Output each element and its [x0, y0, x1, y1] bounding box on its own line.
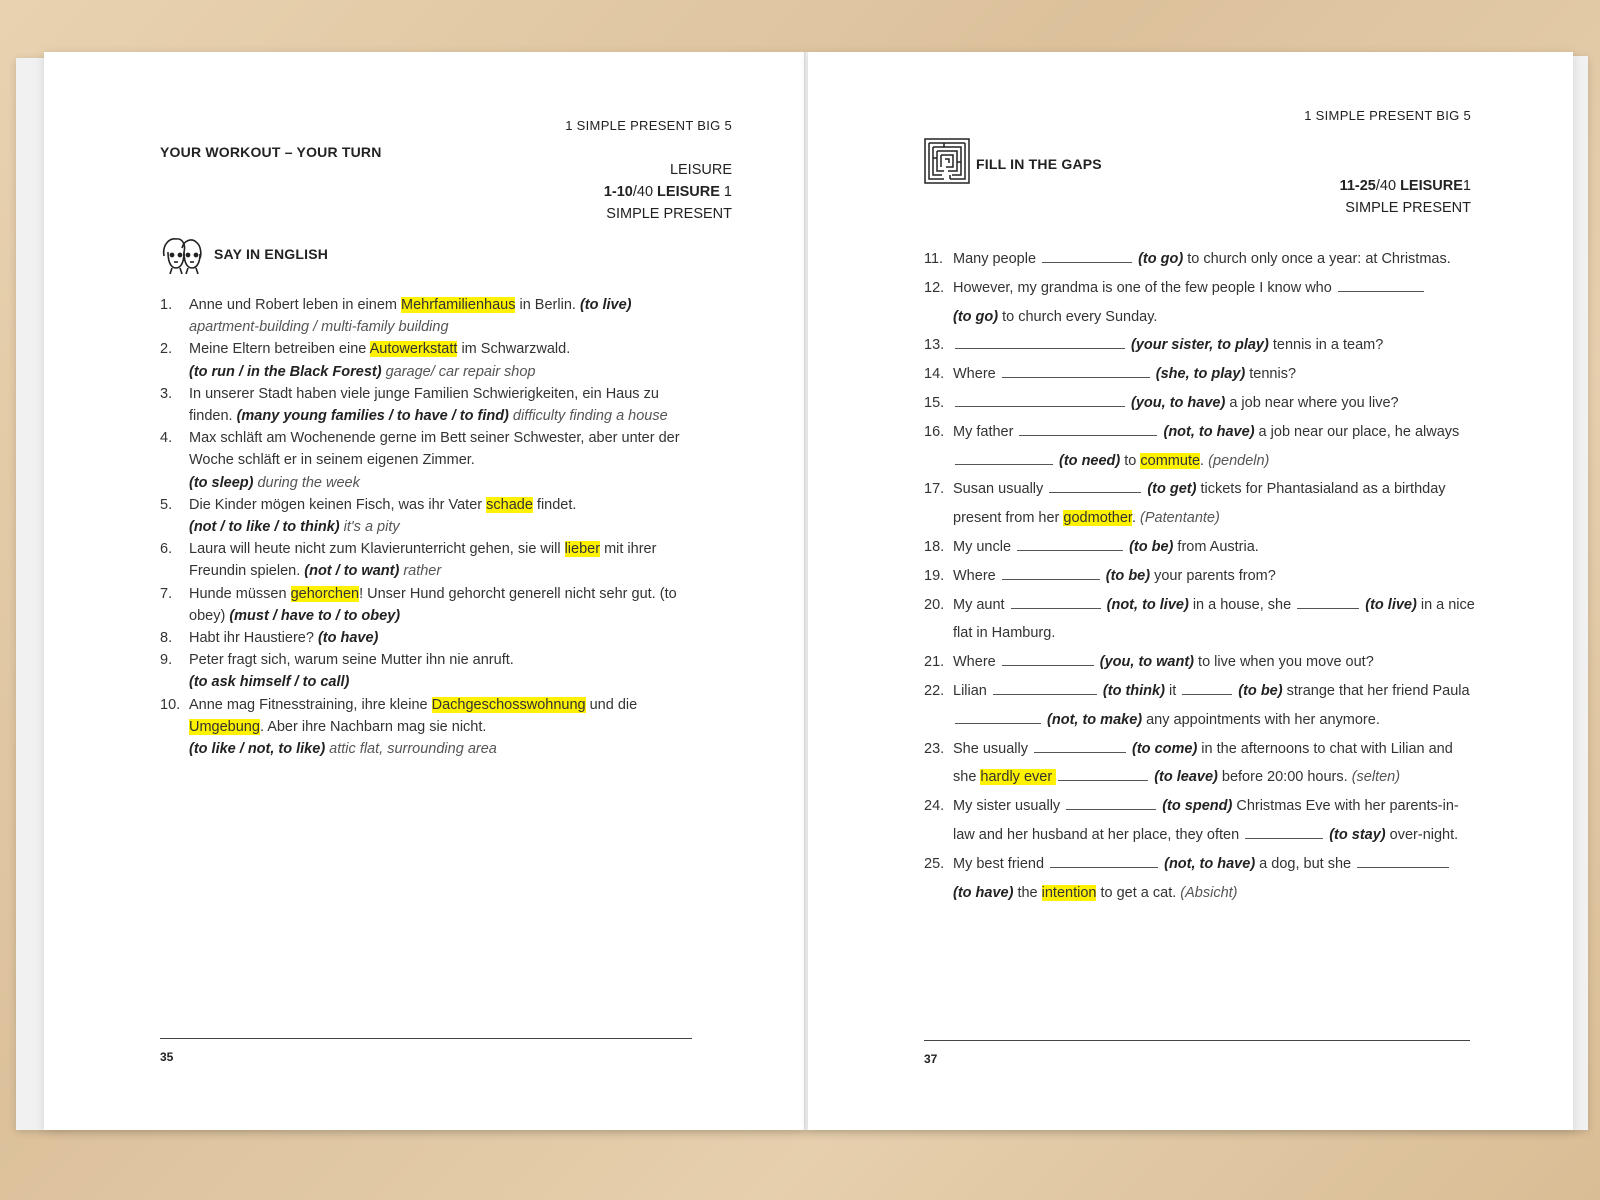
item-text: Peter fragt sich, warum seine Mutter ihn nie anruft.: [189, 652, 514, 669]
item-number: 21.: [924, 654, 945, 671]
verb-hint: (you, to want): [1095, 654, 1195, 671]
answer-blank[interactable]: [955, 709, 1041, 724]
item-text: Hunde müssen: [189, 585, 291, 602]
item-text: Where: [953, 366, 1000, 383]
item-text: mit ihrer Freundin spielen.: [189, 541, 657, 580]
answer-blank[interactable]: [1002, 565, 1100, 580]
answer-blank[interactable]: [1050, 853, 1158, 868]
item-number: 19.: [924, 567, 945, 584]
left-page: [44, 52, 806, 1130]
verb-hint: (you, to have): [1127, 394, 1226, 411]
exercise-item: [924, 331, 1479, 360]
item-text: a dog, but she: [1255, 855, 1356, 872]
item-text: My sister usually: [953, 798, 1065, 815]
answer-blank[interactable]: [1066, 795, 1156, 810]
verb-hint: (to go): [1134, 251, 1184, 267]
footer-rule: [160, 1038, 692, 1039]
exercise-item: [924, 274, 1479, 332]
item-text: your parents from?: [1150, 567, 1276, 584]
item-number: 8.: [160, 630, 173, 647]
verb-hint: (to stay): [1325, 826, 1386, 843]
verb-hint: (to be): [1125, 538, 1174, 555]
verb-hint: (to like / not, to like): [189, 741, 326, 758]
item-text: in a nice flat in Hamburg.: [953, 596, 1475, 642]
highlighted-word: hardly ever: [980, 769, 1057, 786]
page-number: 37: [924, 1052, 938, 1066]
verb-hint: (many young families / to have / to find): [236, 408, 509, 425]
verb-hint: (your sister, to play): [1127, 337, 1269, 354]
item-text: Lilian: [953, 682, 991, 699]
highlighted-word: Mehrfamilienhaus: [401, 297, 516, 313]
right-page: [808, 52, 1573, 1130]
verb-hint: (must / have to / to obey): [229, 607, 401, 624]
translation-hint: difficulty finding a house: [508, 408, 668, 425]
exercise-item: [924, 418, 1479, 476]
exercise-items: [160, 294, 692, 760]
meta-range-line: [604, 181, 732, 203]
answer-blank[interactable]: [1357, 853, 1449, 868]
highlighted-word: lieber: [564, 541, 601, 558]
answer-blank[interactable]: [955, 450, 1053, 465]
running-head: 1 SIMPLE PRESENT BIG 5: [1304, 108, 1471, 123]
verb-hint: (to have): [317, 630, 379, 647]
item-number: 12.: [924, 279, 945, 296]
exercise-item: [160, 294, 692, 338]
answer-blank[interactable]: [1297, 594, 1359, 609]
exercise-title: SAY IN ENGLISH: [214, 246, 329, 262]
answer-blank[interactable]: [1058, 766, 1148, 781]
item-text: Anne und Robert leben in einem: [189, 297, 402, 313]
item-text: Meine Eltern betreiben eine: [189, 341, 370, 358]
item-number: 14.: [924, 366, 945, 383]
item-text: in the afternoons to chat with Lilian and she: [953, 740, 1453, 786]
verb-hint: (not, to have): [1160, 855, 1256, 872]
item-number: 2.: [160, 341, 173, 358]
item-text: She usually: [953, 740, 1032, 757]
exercise-item: [924, 677, 1479, 735]
exercise-item: [160, 338, 692, 382]
translation-hint: apartment-building / multi-family building: [189, 319, 449, 336]
verb-hint: (not / to like / to think): [189, 519, 340, 536]
exercise-meta: [1340, 175, 1471, 219]
exercise-item: [924, 850, 1479, 908]
meta-total: /40: [1375, 178, 1397, 194]
verb-hint: (to live): [579, 297, 632, 313]
item-text: Max schläft am Wochenende gerne im Bett seiner Schwester, aber unter der Woche schläft er in seinem eigenen Zimmer.: [189, 430, 680, 469]
exercise-item: [924, 360, 1479, 389]
exercise-item: [160, 583, 692, 627]
item-number: 13.: [924, 337, 945, 354]
meta-range: 11-25: [1339, 178, 1376, 194]
exercise-item: [160, 494, 692, 538]
item-text: the: [1013, 884, 1042, 901]
verb-hint: (to run / in the Black Forest): [189, 363, 382, 380]
verb-hint: (to have): [953, 884, 1014, 901]
answer-blank[interactable]: [993, 680, 1097, 695]
meta-range-line: [1340, 175, 1471, 197]
verb-hint: (to leave): [1150, 769, 1218, 786]
verb-hint: (to come): [1128, 740, 1198, 757]
item-text: any appointments with her anymore.: [1142, 711, 1380, 728]
exercise-list: [924, 245, 1479, 907]
item-number: 11.: [924, 251, 944, 267]
item-number: 24.: [924, 798, 945, 815]
item-number: 9.: [160, 652, 173, 669]
answer-blank[interactable]: [1042, 248, 1132, 263]
meta-num: 1: [719, 184, 732, 200]
meta-grammar: SIMPLE PRESENT: [1345, 200, 1471, 216]
exercise-meta: [604, 159, 732, 225]
highlighted-word: Dachgeschosswohnung: [431, 696, 586, 713]
item-number: 18.: [924, 538, 945, 555]
item-text: Many people: [953, 251, 1041, 267]
exercise-item: [924, 735, 1479, 793]
exercise-item: [160, 627, 692, 649]
item-text: Susan usually: [953, 481, 1048, 498]
answer-blank[interactable]: [1245, 824, 1323, 839]
meta-category: LEISURE: [669, 162, 732, 178]
translation-hint: (Absicht): [1180, 884, 1238, 901]
page-number: 35: [160, 1050, 174, 1064]
answer-blank[interactable]: [1019, 421, 1157, 436]
exercise-item: [160, 694, 692, 761]
exercise-title: FILL IN THE GAPS: [976, 156, 1102, 172]
exercise-item: [924, 591, 1479, 649]
exercise-list: [160, 294, 692, 760]
item-text: Anne mag Fitnesstraining, ihre kleine: [189, 696, 432, 713]
item-number: 3.: [160, 385, 173, 402]
verb-hint: (to ask himself / to call): [189, 674, 350, 691]
item-text: Christmas Eve with her parents-in-law and her husband at her place, they often: [953, 798, 1459, 843]
exercise-item: [924, 562, 1479, 591]
answer-blank[interactable]: [1182, 680, 1232, 695]
exercise-item: [160, 649, 692, 693]
answer-blank[interactable]: [1002, 363, 1150, 378]
verb-hint: (to get): [1143, 481, 1197, 498]
item-text: to live when you move out?: [1194, 654, 1374, 671]
highlighted-word: Autowerkstatt: [369, 341, 458, 358]
verb-hint: (not, to live): [1102, 596, 1189, 613]
meta-topic: LEISURE: [653, 184, 720, 200]
answer-blank[interactable]: [1034, 738, 1126, 753]
two-faces-icon: [160, 236, 204, 276]
maze-icon: [924, 138, 970, 184]
item-text: My uncle: [953, 538, 1016, 555]
item-number: 15.: [924, 394, 945, 411]
item-text: before 20:00 hours.: [1217, 769, 1352, 786]
meta-range: 1-10: [603, 184, 633, 200]
answer-blank[interactable]: [1049, 478, 1141, 493]
answer-blank[interactable]: [1011, 594, 1101, 609]
translation-hint: it's a pity: [339, 519, 400, 536]
exercise-item: [924, 389, 1479, 418]
meta-topic: LEISURE: [1396, 178, 1463, 194]
item-number: 23.: [924, 740, 945, 757]
item-text: over-night.: [1385, 826, 1459, 843]
answer-blank[interactable]: [1002, 651, 1094, 666]
item-number: 25.: [924, 855, 945, 872]
item-text: und die: [585, 696, 638, 713]
item-text: to get a cat.: [1096, 884, 1181, 901]
verb-hint: (not / to want): [304, 563, 400, 580]
item-number: 22.: [924, 682, 945, 699]
highlighted-word: gehorchen: [290, 585, 360, 602]
item-text: tickets for Phantasialand as a birthday present from her: [953, 481, 1446, 527]
translation-hint: rather: [399, 563, 442, 580]
item-text: to: [1120, 452, 1141, 469]
item-number: 1.: [160, 297, 173, 313]
item-text: Laura will heute nicht zum Klavierunterricht gehen, sie will: [189, 541, 565, 558]
verb-hint: (not, to have): [1159, 423, 1255, 440]
item-text: in a house, she: [1188, 596, 1296, 613]
highlighted-word: commute: [1140, 452, 1201, 469]
translation-hint: attic flat, surrounding area: [325, 741, 497, 758]
verb-hint: (she, to play): [1151, 366, 1246, 383]
translation-hint: garage/ car repair shop: [381, 363, 536, 380]
item-text: strange that her friend Paula: [1282, 682, 1470, 699]
highlighted-word: schade: [486, 496, 533, 513]
verb-hint: (to live): [1361, 596, 1417, 613]
item-number: 10.: [160, 696, 181, 713]
answer-blank[interactable]: [1017, 536, 1123, 551]
answer-blank[interactable]: [955, 334, 1125, 349]
item-number: 6.: [160, 541, 173, 558]
translation-hint: (Patentante): [1140, 510, 1220, 527]
exercise-item: [924, 533, 1479, 562]
item-number: 17.: [924, 481, 945, 498]
meta-grammar: SIMPLE PRESENT: [606, 206, 732, 222]
running-head: 1 SIMPLE PRESENT BIG 5: [565, 118, 732, 133]
exercise-items: [924, 245, 1479, 907]
meta-total: /40: [632, 184, 654, 200]
item-text: Where: [953, 567, 1000, 584]
item-text: to church every Sunday.: [998, 308, 1158, 325]
item-text: im Schwarzwald.: [457, 341, 571, 358]
item-number: 4.: [160, 430, 173, 447]
item-text: In unserer Stadt haben viele junge Familien Schwierigkeiten, ein Haus zu finden.: [189, 385, 659, 425]
verb-hint: (to spend): [1158, 798, 1233, 815]
verb-hint: (to be): [1101, 567, 1151, 584]
item-text: a job near our place, he always: [1254, 423, 1460, 440]
item-text: findet.: [532, 496, 577, 513]
meta-num: 1: [1462, 178, 1471, 194]
item-text: Habt ihr Haustiere?: [189, 630, 318, 647]
item-text: tennis in a team?: [1268, 337, 1384, 354]
item-number: 20.: [924, 596, 945, 613]
translation-hint: (selten): [1351, 769, 1401, 786]
highlighted-word: Umgebung: [189, 718, 260, 735]
translation-hint: (pendeln): [1208, 452, 1270, 469]
exercise-item: [160, 538, 692, 582]
section-title: YOUR WORKOUT – YOUR TURN: [160, 144, 382, 160]
item-text: However, my grandma is one of the few people I know who: [953, 279, 1336, 296]
exercise-item: [924, 792, 1479, 850]
verb-hint: (to sleep): [189, 474, 254, 491]
answer-blank[interactable]: [955, 392, 1125, 407]
item-text: My father: [953, 423, 1018, 440]
item-text: .: [1200, 452, 1209, 469]
item-number: 5.: [160, 496, 173, 513]
verb-hint: (to think): [1098, 682, 1165, 699]
item-number: 16.: [924, 423, 945, 440]
item-text: Where: [953, 654, 1000, 671]
item-text: in Berlin.: [515, 297, 580, 313]
item-text: from Austria.: [1173, 538, 1259, 555]
item-text: .: [1131, 510, 1141, 527]
item-text: My best friend: [953, 855, 1049, 872]
exercise-item: [160, 427, 692, 494]
translation-hint: during the week: [253, 474, 360, 491]
verb-hint: (to need): [1055, 452, 1121, 469]
answer-blank[interactable]: [1338, 277, 1424, 292]
item-text: ! Unser Hund gehorcht generell nicht sehr gut. (to obey): [189, 585, 677, 624]
item-text: My aunt: [953, 596, 1009, 613]
item-number: 7.: [160, 585, 173, 602]
item-text: to church only once a year: at Christmas.: [1183, 251, 1451, 267]
exercise-item: [924, 475, 1479, 533]
highlighted-word: intention: [1041, 884, 1097, 901]
footer-rule: [924, 1040, 1470, 1041]
exercise-item: [160, 383, 692, 427]
exercise-item: [924, 648, 1479, 677]
verb-hint: (not, to make): [1043, 711, 1143, 728]
exercise-item: [924, 245, 1479, 274]
highlighted-word: godmother: [1063, 510, 1132, 527]
item-text: Die Kinder mögen keinen Fisch, was ihr Vater: [189, 496, 487, 513]
item-text: . Aber ihre Nachbarn mag sie nicht.: [259, 718, 487, 735]
verb-hint: (to be): [1234, 682, 1283, 699]
verb-hint: (to go): [953, 308, 999, 325]
item-text: tennis?: [1245, 366, 1297, 383]
item-text: a job near where you live?: [1225, 394, 1399, 411]
item-text: it: [1164, 682, 1181, 699]
